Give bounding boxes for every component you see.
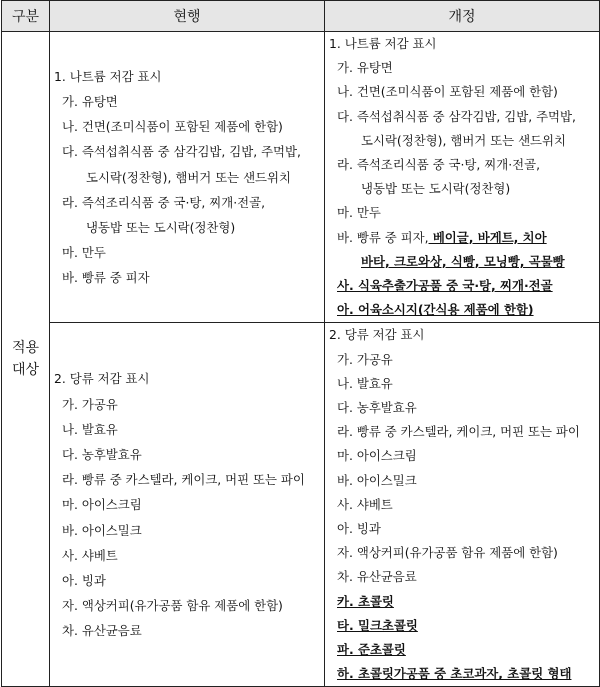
- list-item: [50, 593, 324, 618]
- item-text: 마. 만두: [337, 205, 381, 221]
- list-item: [325, 177, 599, 201]
- list-item: [325, 298, 599, 322]
- item-text: 자. 액상커피(유가공품 함유 제품에 한함): [62, 598, 283, 614]
- header-current: 현행: [50, 1, 325, 32]
- list-item: [325, 493, 599, 517]
- list-item: [325, 226, 599, 250]
- list-item: [325, 420, 599, 444]
- item-text: 사. 샤베트: [337, 496, 393, 512]
- current-sugar-cell: [50, 323, 325, 687]
- list-item: [50, 114, 324, 139]
- list-item: [325, 565, 599, 589]
- list-item: [325, 517, 599, 541]
- section-row-sugar: [2, 323, 600, 687]
- item-text: 가. 유탕면: [62, 94, 118, 109]
- added-item-text: 하. 초콜릿가공품 중 초코과자, 초콜릿 형태: [337, 666, 572, 682]
- list-item: [50, 190, 324, 215]
- list-item: [50, 392, 324, 417]
- added-item-text: 타. 밀크초콜릿: [337, 617, 418, 633]
- comparison-table: [1, 0, 600, 687]
- item-text: 차. 유산균음료: [62, 623, 142, 639]
- item-text: 다. 농후발효유: [337, 400, 417, 416]
- list-item: [50, 568, 324, 593]
- list-item: [50, 240, 324, 265]
- list-item: [325, 541, 599, 565]
- item-text: 바. 아이스밀크: [337, 472, 417, 488]
- list-item: [50, 165, 324, 190]
- item-text: 마. 아이스크림: [62, 497, 142, 513]
- item-text: 다. 농후발효유: [62, 446, 142, 462]
- item-text: 바. 아이스밀크: [62, 522, 142, 538]
- list-item: [325, 444, 599, 468]
- list-item: [325, 396, 599, 420]
- item-text: 냉동밥 또는 도시락(정찬형): [361, 181, 511, 197]
- list-item: [325, 80, 599, 104]
- list-item: [50, 89, 324, 114]
- item-text: 다. 즉석섭취식품 중 삼각김밥, 김밥, 주먹밥,: [337, 108, 576, 124]
- list-item: [50, 518, 324, 543]
- section-heading: [50, 366, 324, 391]
- item-text: 차. 유산균음료: [337, 569, 417, 585]
- list-item: [325, 614, 599, 638]
- list-item: [325, 274, 599, 298]
- item-text: 1. 나트륨 저감 표시: [329, 36, 437, 51]
- item-text: 다. 즉석섭취식품 중 삼각김밥, 김밥, 주먹밥,: [62, 144, 301, 160]
- item-text: 라. 빵류 중 카스텔라, 케이크, 머핀 또는 파이: [62, 472, 305, 488]
- list-item: [50, 417, 324, 442]
- added-item-text: 카. 초콜릿: [337, 593, 394, 609]
- list-item: [325, 129, 599, 153]
- header-revised: 개정: [325, 1, 600, 32]
- item-text: 나. 건면(조미식품이 포함된 제품에 한함): [337, 84, 558, 100]
- added-item-text: 베이글, 바게트, 치아: [428, 229, 547, 245]
- item-text: 가. 유탕면: [337, 60, 393, 76]
- list-item: [325, 662, 599, 686]
- item-text: 바. 빵류 중 피자: [62, 270, 150, 286]
- item-text: 2. 당류 저감 표시: [329, 327, 425, 343]
- item-text: 냉동밥 또는 도시락(정찬형): [86, 220, 236, 236]
- item-text: 2. 당류 저감 표시: [54, 371, 150, 387]
- list-item: [50, 618, 324, 643]
- list-item: [325, 469, 599, 493]
- list-item: [325, 153, 599, 177]
- added-item-text: 파. 준초콜릿: [337, 642, 406, 658]
- item-text: 바. 빵류 중 피자,: [337, 229, 429, 245]
- list-item: [325, 372, 599, 396]
- header-row: [2, 1, 600, 32]
- item-text: 도시락(정찬형), 햄버거 또는 샌드위치: [86, 169, 291, 185]
- list-item: [325, 56, 599, 80]
- added-item-text: 아. 어육소시지(간식용 제품에 한함): [337, 302, 534, 318]
- item-text: 마. 만두: [62, 245, 106, 261]
- list-item: [325, 348, 599, 372]
- item-text: 라. 빵류 중 카스텔라, 케이크, 머핀 또는 파이: [337, 424, 580, 440]
- list-item: [50, 215, 324, 240]
- list-item: [325, 638, 599, 662]
- list-item: [50, 442, 324, 467]
- item-text: 가. 가공유: [337, 351, 393, 367]
- header-category: 구분: [2, 1, 50, 32]
- item-text: 라. 즉석조리식품 중 국·탕, 찌개·전골,: [337, 157, 541, 173]
- section-heading: [325, 323, 599, 347]
- row-label-line: 대상: [11, 362, 40, 379]
- list-item: [325, 201, 599, 225]
- section-heading: [325, 32, 599, 56]
- item-text: 나. 건면(조미식품이 포함된 제품에 한함): [62, 119, 283, 135]
- row-label-line: 적용: [11, 340, 40, 357]
- row-label-cell: [2, 32, 50, 687]
- section-heading: [50, 64, 324, 89]
- item-text: 사. 샤베트: [62, 547, 118, 563]
- item-text: 가. 가공유: [62, 396, 118, 412]
- section-row-sodium: [2, 32, 600, 323]
- item-text: 아. 빙과: [337, 521, 381, 537]
- current-sodium-cell: [50, 32, 325, 323]
- item-text: 자. 액상커피(유가공품 함유 제품에 한함): [337, 545, 558, 561]
- list-item: [50, 139, 324, 164]
- item-text: 나. 발효유: [62, 421, 118, 437]
- list-item: [50, 543, 324, 568]
- list-item: [325, 590, 599, 614]
- added-item-text: 바타, 크로와상, 식빵, 모닝빵, 곡물빵: [361, 253, 565, 269]
- list-item: [50, 467, 324, 492]
- item-text: 아. 빙과: [62, 572, 106, 588]
- list-item: [325, 105, 599, 129]
- item-text: 1. 나트륨 저감 표시: [54, 68, 162, 84]
- added-item-text: 사. 식육추출가공품 중 국·탕, 찌개·전골: [337, 278, 553, 294]
- revised-sugar-cell: [325, 323, 600, 687]
- item-text: 라. 즉석조리식품 중 국·탕, 찌개·전골,: [62, 194, 266, 210]
- item-text: 도시락(정찬형), 햄버거 또는 샌드위치: [361, 132, 566, 148]
- list-item: [50, 265, 324, 290]
- revised-sodium-cell: [325, 32, 600, 323]
- list-item: [325, 250, 599, 274]
- item-text: 마. 아이스크림: [337, 448, 417, 464]
- item-text: 나. 발효유: [337, 375, 393, 391]
- list-item: [50, 492, 324, 517]
